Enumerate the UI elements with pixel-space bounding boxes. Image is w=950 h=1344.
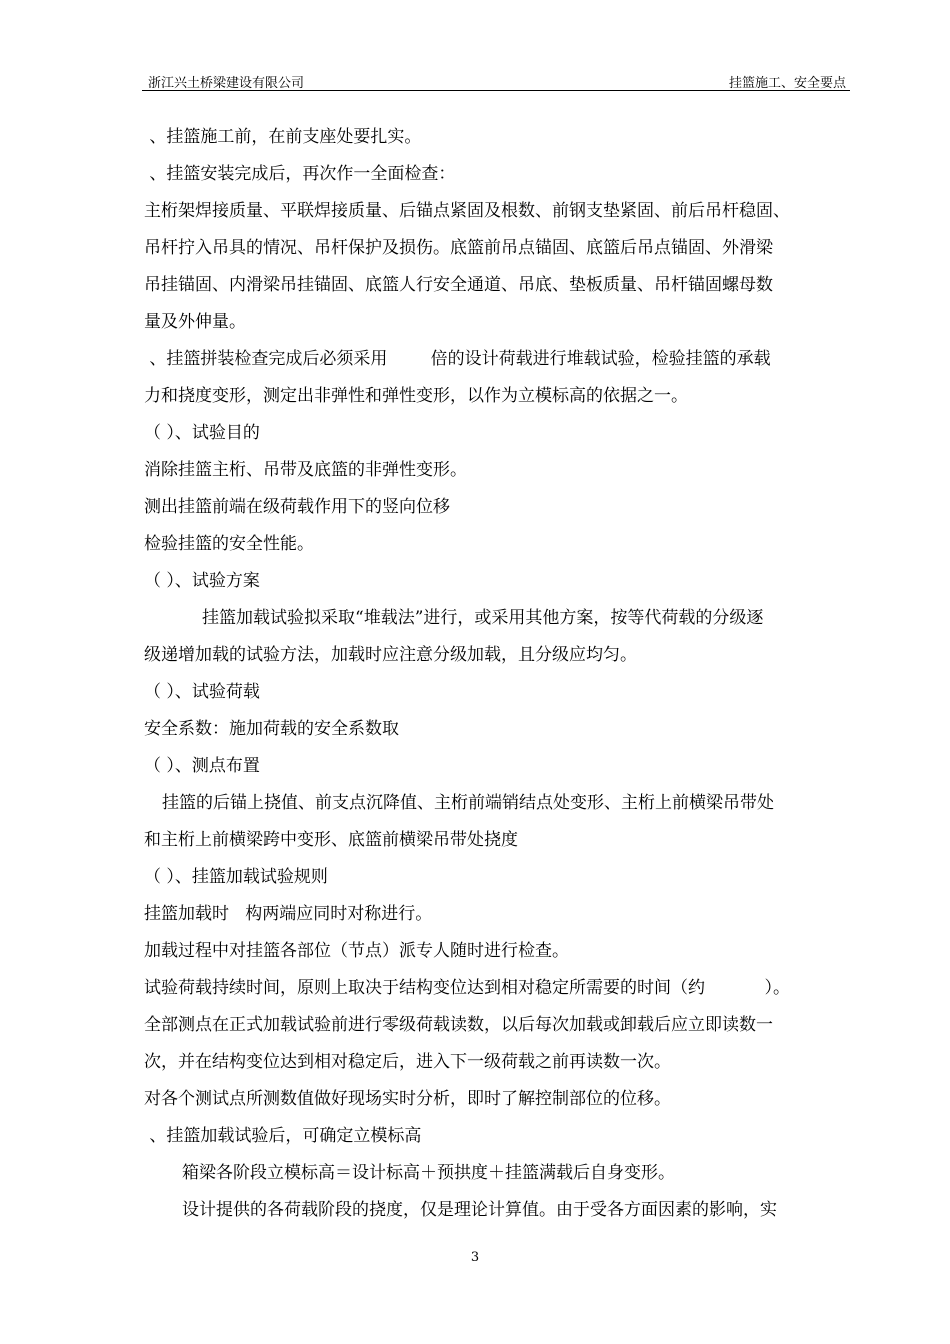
text-line: 挂篮的后锚上挠值、前支点沉降值、主桁前端销结点处变形、主桁上前横梁吊带处 bbox=[162, 793, 774, 813]
text-line: 、挂篮加载试验后，可确定立模标高 bbox=[144, 1126, 422, 1146]
text-line: 加载过程中对挂篮各部位（节点）派专人随时进行检查。 bbox=[144, 941, 569, 961]
text-line: 全部测点在正式加载试验前进行零级荷载读数，以后每次加载或卸载后应立即读数一 bbox=[144, 1015, 773, 1035]
text-line: 箱梁各阶段立模标高＝设计标高＋预拱度＋挂篮满载后自身变形。 bbox=[182, 1163, 675, 1183]
page-number: 3 bbox=[470, 1250, 480, 1265]
text-line: 检验挂篮的安全性能。 bbox=[144, 534, 314, 554]
text-line: （ ）、测点布置 bbox=[144, 756, 260, 776]
text-line: 挂篮加载试验拟采取“堆载法”进行，或采用其他方案，按等代荷载的分级逐 bbox=[202, 608, 764, 628]
text-line: 设计提供的各荷载阶段的挠度，仅是理论计算值。由于受各方面因素的影响，实 bbox=[182, 1200, 777, 1220]
document-body bbox=[144, 119, 854, 1229]
text-line: 消除挂篮主桁、吊带及底篮的非弹性变形。 bbox=[144, 460, 467, 480]
header-doc-title: 挂篮施工、安全要点 bbox=[728, 76, 846, 91]
text-line: （ ）、挂篮加载试验规则 bbox=[144, 867, 328, 887]
text-line: 、挂篮拼装检查完成后必须采用 倍的设计荷载进行堆载试验，检验挂篮的承载 bbox=[144, 349, 771, 369]
text-line: 级递增加载的试验方法，加载时应注意分级加载，且分级应均匀。 bbox=[144, 645, 637, 665]
text-line: 和主桁上前横梁跨中变形、底篮前横梁吊带处挠度 bbox=[144, 830, 518, 850]
text-line: 挂篮加载时 构两端应同时对称进行。 bbox=[144, 904, 433, 924]
text-line: （ ）、试验目的 bbox=[144, 423, 260, 443]
page-header bbox=[142, 70, 850, 91]
text-line: 主桁架焊接质量、平联焊接质量、后锚点紧固及根数、前钢支垫紧固、前后吊杆稳固、 bbox=[144, 201, 790, 221]
text-line: 、挂篮安装完成后，再次作一全面检查： bbox=[144, 164, 456, 184]
text-line: （ ）、试验方案 bbox=[144, 571, 260, 591]
text-line: （ ）、试验荷载 bbox=[144, 682, 260, 702]
text-line: 吊杆拧入吊具的情况、吊杆保护及损伤。底篮前吊点锚固、底篮后吊点锚固、外滑梁 bbox=[144, 238, 773, 258]
text-line: 吊挂锚固、内滑梁吊挂锚固、底篮人行安全通道、吊底、垫板质量、吊杆锚固螺母数 bbox=[144, 275, 773, 295]
text-line: 安全系数：施加荷载的安全系数取 bbox=[144, 719, 399, 739]
header-company: 浙江兴土桥梁建设有限公司 bbox=[148, 76, 305, 91]
text-line: 力和挠度变形，测定出非弹性和弹性变形，以作为立模标高的依据之一。 bbox=[144, 386, 688, 406]
text-line: 、挂篮施工前，在前支座处要扎实。 bbox=[144, 127, 422, 147]
text-line: 对各个测试点所测数值做好现场实时分析，即时了解控制部位的位移。 bbox=[144, 1089, 671, 1109]
text-line: 量及外伸量。 bbox=[144, 312, 246, 332]
text-line: 试验荷载持续时间，原则上取决于结构变位达到相对稳定所需要的时间（约 ）。 bbox=[144, 978, 790, 998]
text-line: 次，并在结构变位达到相对稳定后，进入下一级荷载之前再读数一次。 bbox=[144, 1052, 671, 1072]
text-line: 测出挂篮前端在级荷载作用下的竖向位移 bbox=[144, 497, 450, 517]
